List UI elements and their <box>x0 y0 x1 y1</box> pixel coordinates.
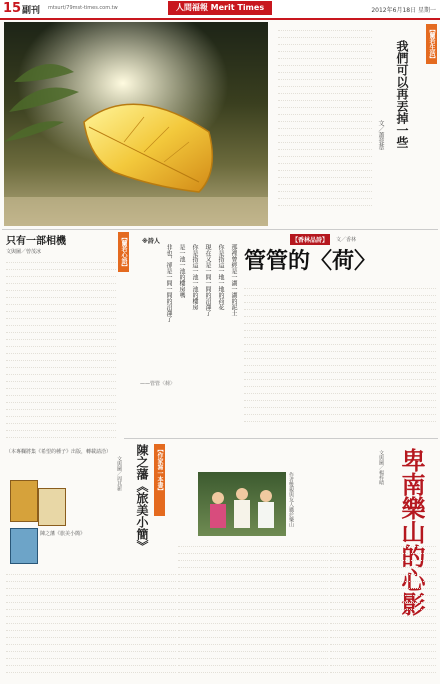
lotus-byline: 文／香林 <box>336 237 357 243</box>
nanhai-body <box>330 540 436 678</box>
camera-byline: 文與圖／曾茂冰 <box>6 249 42 255</box>
camera-footnote: （本專欄將集《希望的種子》出版，轉載請洽） <box>6 449 112 455</box>
nanhai-title: 卑南樂山的心影 <box>397 448 426 616</box>
book-cover-3 <box>10 528 38 564</box>
poem-lines <box>130 244 238 376</box>
poem-attribution: ——管管〈荷〉 <box>140 381 176 387</box>
recommend-body-2 <box>178 540 328 678</box>
lotus-body <box>244 282 436 428</box>
camera-tag: 【蘭若心語】 <box>120 234 127 270</box>
top-right-body <box>278 24 372 210</box>
recommend-body <box>6 568 176 678</box>
recommend-tag: 【作家寫一本書】 <box>154 444 165 516</box>
book-cover-2 <box>38 488 66 526</box>
camera-title: 只有一部相機 <box>6 236 66 247</box>
brand-logo: 人間福報 Merit Times <box>168 1 272 15</box>
page-number: 15 <box>3 1 22 16</box>
poem-line: 是一池一池的樓房嗎 <box>178 244 185 298</box>
lotus-title: 管管的〈荷〉 <box>244 248 377 274</box>
book-caption: 陳之藩《旅美小簡》 <box>40 531 86 537</box>
recommend-byline: 文與圖／周其新 <box>116 456 122 491</box>
page-header <box>0 0 440 20</box>
poem-line: 現在又是一間一間的沼澤了 <box>204 244 211 316</box>
poem-line: 非也，卻是一間一間的沼澤了 <box>165 244 172 322</box>
divider <box>124 438 438 439</box>
nanhai-byline: 文與圖／楊梓晴 <box>378 450 384 485</box>
recommend-title: 陳之藩《旅美小簡》 <box>135 444 149 552</box>
poem-line: 那裡曾經是一湖一湖的泥土 <box>230 244 237 316</box>
website: mtsurt/79mst-times.com.tw <box>48 5 118 11</box>
section-name: 副刊 <box>22 6 41 16</box>
family-figures <box>198 472 286 536</box>
top-right-title: 我們可以再丟掉一些 <box>395 40 409 148</box>
top-right-byline: 文／蕭蓉葦 <box>377 120 384 150</box>
top-right-tag: 【蘭若生活】 <box>428 26 435 62</box>
issue-date: 2012年6月18日 星期一 <box>371 7 436 14</box>
leaf-photo <box>4 22 268 226</box>
book-cover-1 <box>10 480 38 522</box>
poem-label: ※詩人 <box>142 238 160 245</box>
poem-line: 你是指這一池一池的樓房 <box>191 244 198 310</box>
divider <box>2 229 438 230</box>
lotus-tag: 【香林品詩】 <box>290 234 330 245</box>
family-photo <box>198 472 286 536</box>
poem-line: 你是指這一地一地的荷花 <box>217 244 224 310</box>
leaf-illustration <box>4 22 268 226</box>
camera-body <box>6 256 116 444</box>
photo-caption: 作者雙親與友人攝於樂山 <box>288 472 294 527</box>
